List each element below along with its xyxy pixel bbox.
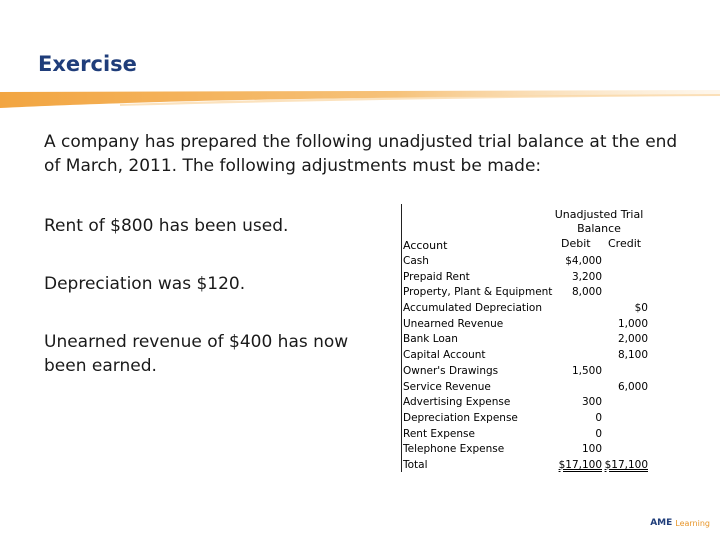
debit-value: 8,000 <box>571 286 602 299</box>
table-row <box>403 285 648 301</box>
table-row <box>403 364 648 380</box>
account-name: Property, Plant & Equipment <box>403 286 553 299</box>
header-swoosh-decoration <box>0 84 720 114</box>
account-name: Rent Expense <box>403 427 475 440</box>
debit-value: $4,000 <box>565 255 602 267</box>
table-row <box>403 301 648 317</box>
debit-value: 300 <box>581 396 602 409</box>
debit-value: 3,200 <box>571 270 602 283</box>
logo-text: Learning <box>675 518 710 528</box>
account-name: Prepaid Rent <box>403 270 470 283</box>
intro-text: A company has prepared the following unadjusted trial balance at the end of March, 2011. The following adjustments must be made: <box>44 132 678 176</box>
account-name: Bank Loan <box>403 333 458 346</box>
table-row <box>403 427 648 443</box>
table-row <box>403 317 648 333</box>
account-name: Capital Account <box>403 349 486 362</box>
total-row <box>403 458 648 474</box>
account-name: Total <box>403 458 428 471</box>
table-row <box>403 332 648 348</box>
table-row <box>403 395 648 411</box>
account-name: Cash <box>403 255 429 267</box>
account-name: Owner's Drawings <box>403 364 499 377</box>
table-row <box>403 411 648 427</box>
account-column-header: Account <box>403 239 448 252</box>
debit-column-header: Debit <box>561 237 591 250</box>
credit-value: 1,000 <box>617 317 648 330</box>
logo-mark: AME <box>650 518 673 528</box>
footer-logo <box>650 518 710 528</box>
debit-value: 0 <box>595 411 602 424</box>
table-row <box>403 380 648 396</box>
debit-value: 0 <box>595 427 602 440</box>
table-row <box>403 442 648 458</box>
account-name: Unearned Revenue <box>403 317 504 330</box>
account-name: Telephone Expense <box>403 443 505 456</box>
debit-total: $17,100 <box>558 458 602 471</box>
credit-value: 8,100 <box>617 349 648 362</box>
table-row <box>403 348 648 364</box>
slide-title: Exercise <box>38 52 137 76</box>
credit-column-header: Credit <box>608 237 642 250</box>
trial-balance-rows <box>403 254 648 474</box>
debit-value: 1,500 <box>571 364 602 377</box>
adjustment-unearned-revenue: Unearned revenue of $400 has now been earned. <box>44 332 349 376</box>
adjustment-rent: Rent of $800 has been used. <box>44 216 289 236</box>
account-name: Advertising Expense <box>403 396 511 409</box>
table-row <box>403 254 648 270</box>
adjustment-depreciation: Depreciation was $120. <box>44 274 246 294</box>
credit-value: 2,000 <box>617 333 648 346</box>
debit-value: 100 <box>581 443 602 456</box>
table-row <box>403 270 648 286</box>
table-heading: Unadjusted Trial Balance <box>554 208 644 235</box>
account-name: Service Revenue <box>403 380 491 393</box>
credit-value: 6,000 <box>617 380 648 393</box>
credit-value: $0 <box>634 302 648 315</box>
credit-total: $17,100 <box>604 458 648 471</box>
account-name: Accumulated Depreciation <box>403 302 543 315</box>
table-left-border <box>401 204 402 472</box>
account-name: Depreciation Expense <box>403 411 518 424</box>
